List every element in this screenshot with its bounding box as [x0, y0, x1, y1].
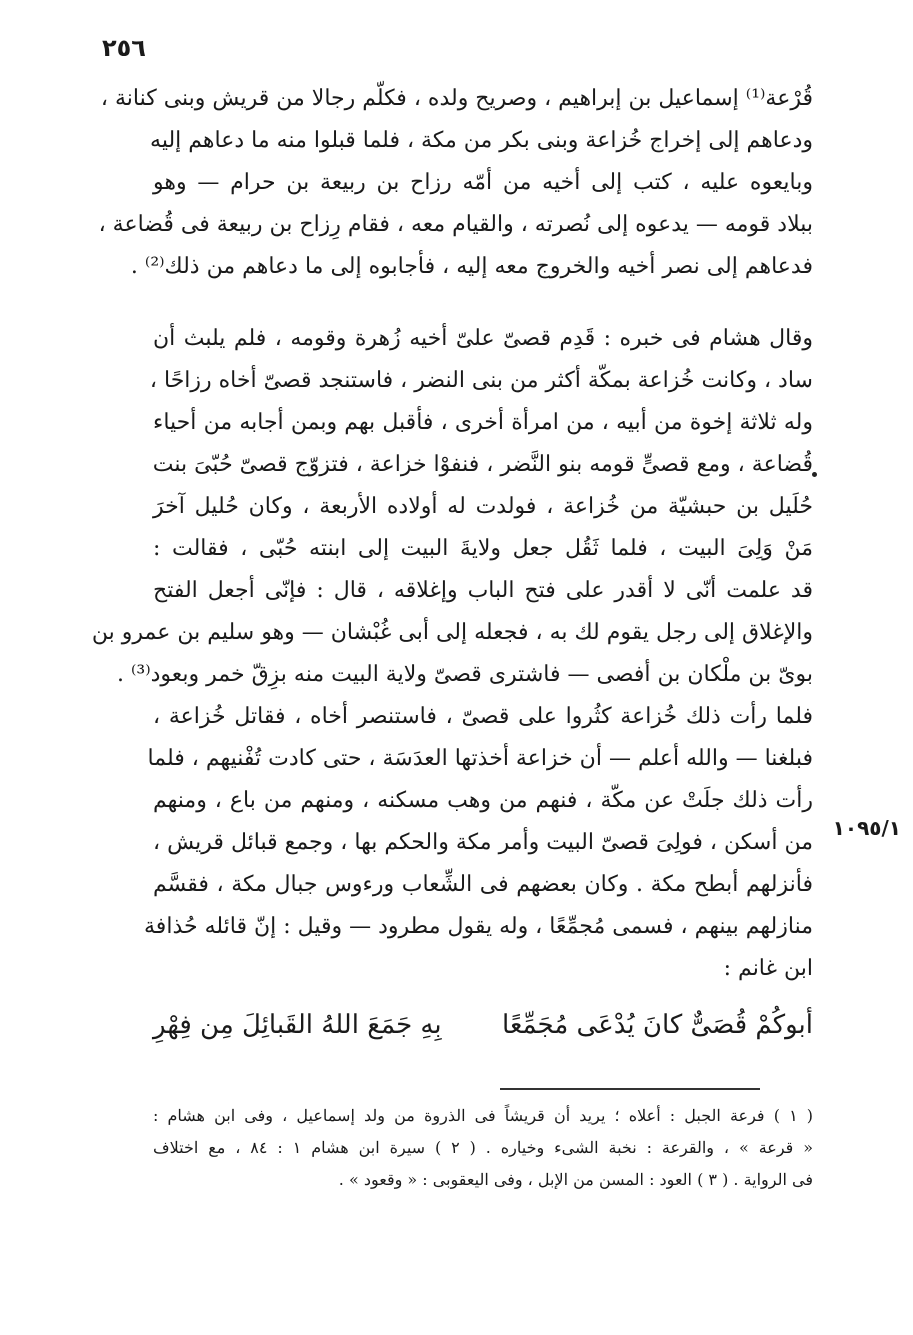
text-line: ببلاد قومه — يدعوه إلى نُصرته ، والقيام معه ، فقام رِزاح بن ربيعة فى قُضاعة ، — [98, 212, 813, 237]
text-line: ودعاهم إلى إخراج خُزاعة وبنى بكر من مكة ، فلما قبلوا منه ما دعاهم إليه — [150, 128, 813, 153]
footnote-line: « قرعة » ، والقرعة : نخبة الشىء وخياره . ( ٢ ) سيرة ابن هشام ١ : ٨٤ ، مع اختلاف — [153, 1138, 813, 1157]
footnote-divider — [500, 1088, 760, 1090]
poetry-verse — [153, 1000, 813, 1050]
footnote-line: فى الرواية . ( ٣ ) العود : المسن من الإبل ، وفى اليعقوبى : « وقعود » . — [338, 1170, 813, 1189]
verse-second-hemistich: بِهِ جَمَعَ اللهُ القَبائِلَ مِن فِهْرِ — [153, 1010, 442, 1040]
margin-reference: ١٠٩٥/١ — [832, 816, 901, 840]
text-line: رأت ذلك جلَتْ عن مكّة ، فنهم من وهب مسكنه ، ومنهم من باع ، ومنهم — [153, 788, 813, 813]
footnote-line: ( ١ ) فرعة الجبل : أعلاه ؛ يريد أن قريشاً فى الذروة من ولد إسماعيل ، وفى ابن هشام : — [153, 1106, 814, 1125]
paragraph-1 — [98, 78, 813, 288]
text-line: وبايعوه عليه ، كتب إلى أخيه من أمّه رزاح بن ربيعة بن حرام — وهو — [153, 170, 813, 195]
text-line: من أسكن ، فولِىَ قصىّ البيت وأمر مكة والحكم بها ، وجمع قبائل قريش ، — [153, 830, 813, 855]
text-line: مَنْ وَلِىَ البيت ، فلما ثَقُل جعل ولايةَ البيت إلى ابنته حُبّى ، فقالت : — [153, 536, 813, 561]
text-line: وقال هشام فى خبره : قَدِم قصىّ علىّ أخيه زُهرة وقومه ، فلم يلبث أن — [153, 326, 813, 351]
paragraph-2 — [91, 318, 813, 990]
text-line: حُلَيل بن حبشيّة من خُزاعة ، فولدت له أولاده الأربعة ، وكان حُليل آخرَ — [153, 494, 813, 519]
text-line: وله ثلاثة إخوة من أبيه ، من امرأة أخرى ، فأقبل بهم وبمن أجابه من أحياء — [153, 410, 813, 435]
text-line: فدعاهم إلى نصر أخيه والخروج معه إليه ، فأجابوه إلى ما دعاهم من ذلك⁽²⁾ . — [130, 254, 813, 279]
text-line: ابن غانم : — [723, 956, 813, 981]
text-line: قُضاعة ، ومع قصىٍّ قومه بنو النَّضر ، فنفوْا خزاعة ، فتزوّج قصىّ حُبّىَ بنت — [152, 452, 813, 477]
text-line: فلما رأت ذلك خُزاعة كثُروا على قصىّ ، فاستنصر أخاه ، فقاتل خُزاعة ، — [153, 704, 813, 729]
text-line: قُرْعة⁽¹⁾ إسماعيل بن إبراهيم ، وصريح ولده ، فكلّم رجالا من قريش وبنى كنانة ، — [100, 86, 813, 111]
text-line: قد علمت أنّى لا أقدر على فتح الباب وإغلاقه ، قال : فإنّى أجعل الفتح — [153, 578, 813, 603]
page-number: ٢٥٦ — [102, 34, 146, 62]
text-line: فبلغنا — والله أعلم — أن خزاعة أخذتها العدَسَة ، حتى كادت تُفْنيهم ، فلما — [147, 746, 813, 771]
text-line: فأنزلهم أبطح مكة . وكان بعضهم فى الشِّعاب ورءوس جبال مكة ، فقسَّم — [153, 872, 813, 897]
text-line: بوىّ بن ملْكان بن أفصى — فاشترى قصىّ ولاية البيت منه بزِقّ خمر وبعود⁽³⁾ . — [117, 662, 813, 687]
text-line: منازلهم بينهم ، فسمى مُجمِّعًا ، وله يقول مطرود — وقيل : إنّ قائله حُذافة — [144, 914, 813, 939]
text-line: ساد ، وكانت خُزاعة بمكّة أكثر من بنى النضر ، فاستنجد قصىّ أخاه رزاحًا ، — [149, 368, 813, 393]
verse-first-hemistich: أبوكُمْ قُصَىٌّ كانَ يُدْعَى مُجَمِّعًا — [502, 1010, 813, 1040]
footnotes — [153, 1100, 813, 1196]
text-line: والإغلاق إلى رجل يقوم لك به ، فجعله إلى أبى غُبْشان — وهو سليم بن عمرو بن — [91, 620, 813, 645]
